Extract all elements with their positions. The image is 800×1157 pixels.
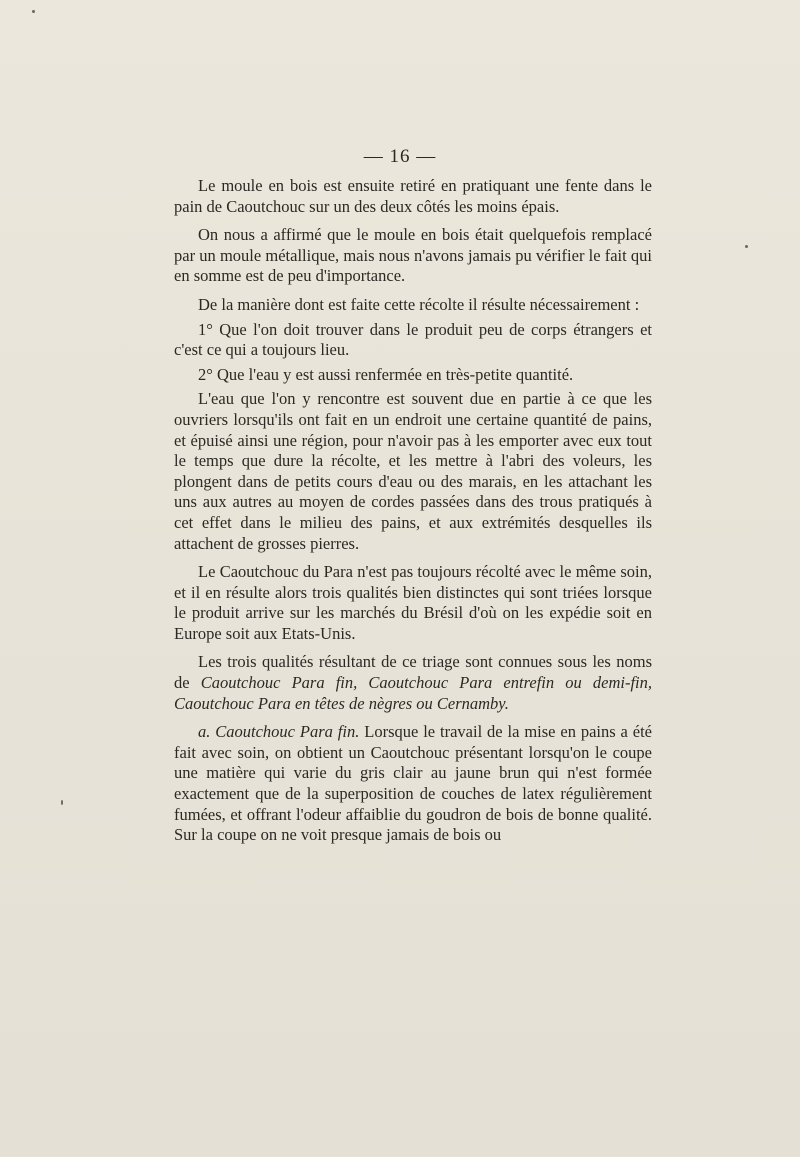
paragraph-harvest-consequence: De la manière dont est faite cette récolte il résulte nécessairement : [198, 294, 640, 314]
scan-speck [61, 800, 63, 805]
paragraph-para-fin [174, 722, 652, 846]
quality-name-cernamby: Caoutchouc Para en têtes de nègres ou Cernamby. [174, 693, 509, 713]
quality-names-intro: Les trois qualités résultant de ce triage sont connues sous les noms de [174, 652, 652, 693]
page-number: — 16 — [363, 146, 437, 167]
quality-name-fin: Caoutchouc Para fin, [200, 673, 358, 693]
section-label-para-fin: a. Caoutchouc Para fin. [198, 722, 360, 742]
para-fin-description: Lorsque le travail de la mise en pains a été fait avec soin, on obtient un Caoutchouc présentant lorsqu'on le coupe une matière qui varie du gris clair au jaune brun qui n'est formée exactement que de la superposition de couches de latex régulièrement fumées, et offrant l'odeur affaiblie du goudron de bois de bonne qualité. Sur la coupe on ne voit presque jamais de bois ou [174, 722, 653, 845]
paragraph-mould-removal: Le moule en bois est ensuite retiré en pratiquant une fente dans le pain de Caoutchouc sur un des deux côtés les moins épais. [174, 176, 652, 216]
scan-speck [745, 245, 748, 248]
paragraph-point-one: 1° Que l'on doit trouver dans le produit peu de corps étrangers et c'est ce qui a toujours lieu. [174, 319, 652, 360]
paragraph-metal-mould: On nous a affirmé que le moule en bois était quelquefois remplacé par un moule métallique, mais nous n'avons jamais pu vérifier le fait qui en somme est de peu d'importance. [174, 225, 652, 286]
body-text [174, 176, 652, 854]
quality-name-entrefin: Caoutchouc Para entrefin ou demi-fin, [368, 673, 653, 693]
paragraph-water-origin: L'eau que l'on y rencontre est souvent due en partie à ce que les ouvriers lorsqu'ils ont fait en un endroit une certaine quantité de pains, et épuisé ainsi une région, pour n'avoir pas à les emporter avec eux tout le temps que dure la récolte, et les mettre à l'abri des voleurs, les plongent dans de petits cours d'eau ou des marais, en les attachant les uns aux autres au moyen de cordes passées dans des trous pratiqués à cet effet dans le milieu des pains, et aux extrémités desquelles ils attachent de grosses pierres. [174, 389, 652, 553]
scan-speck [32, 10, 35, 13]
paragraph-quality-names [174, 652, 652, 714]
paragraph-point-two: 2° Que l'eau y est aussi renfermée en très-petite quantité. [198, 364, 574, 384]
paragraph-three-qualities: Le Caoutchouc du Para n'est pas toujours récolté avec le même soin, et il en résulte alors trois qualités bien distinctes qui sont triées lorsque le produit arrive sur les marchés du Brésil d'où on les expédie soit en Europe soit aux Etats-Unis. [174, 562, 652, 643]
